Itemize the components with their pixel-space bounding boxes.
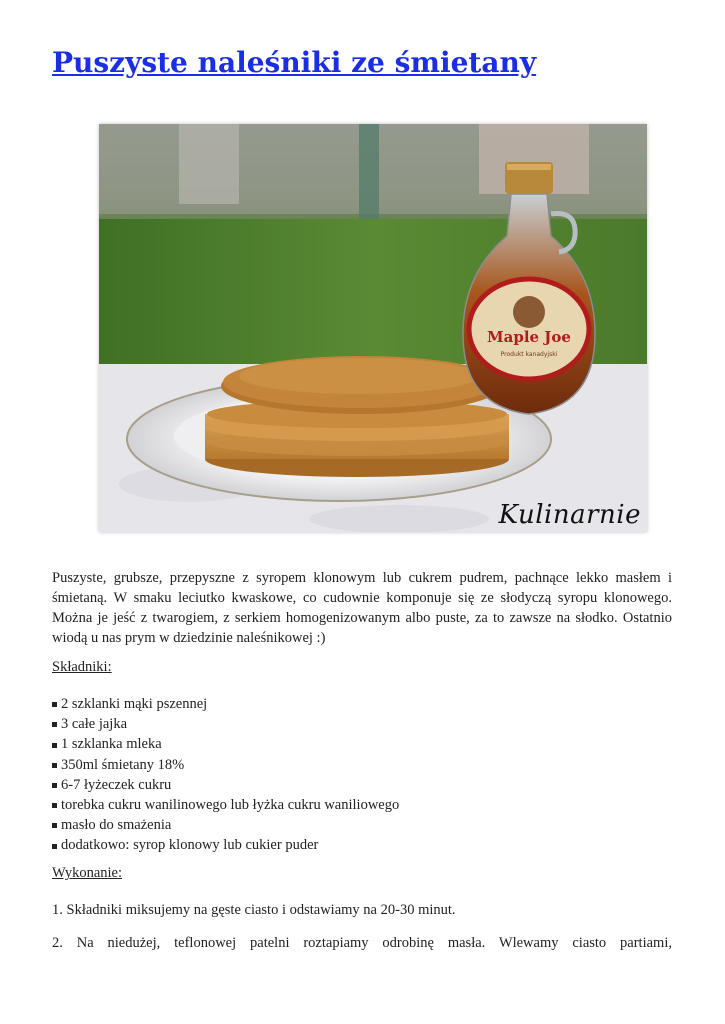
- list-item: 2 szklanki mąki pszennej: [52, 694, 399, 714]
- bullet-icon: [52, 702, 57, 707]
- bullet-icon: [52, 763, 57, 768]
- list-item: masło do smażenia: [52, 815, 399, 835]
- list-item: torebka cukru wanilinowego lub łyżka cukru waniliowego: [52, 795, 399, 815]
- bullet-icon: [52, 823, 57, 828]
- bullet-icon: [52, 743, 57, 748]
- steps-heading: Wykonanie:: [52, 865, 122, 881]
- list-item: 1 szklanka mleka: [52, 734, 399, 754]
- intro-paragraph: Puszyste, grubsze, przepyszne z syropem klonowym lub cukrem pudrem, pachnące lekko masłem i śmietaną. W smaku leciutko kwaskowe, co cudownie komponuje się ze słodyczą syropu klonowego. Można je jeść z twarogiem, z serkiem homogenizowanym albo puste, za to zawsze na słodko. Ostatnio wiodą u nas prym w dziedzinie naleśnikowej :): [52, 570, 672, 646]
- bullet-icon: [52, 803, 57, 808]
- list-item: dodatkowo: syrop klonowy lub cukier puder: [52, 835, 399, 855]
- page-title[interactable]: Puszyste naleśniki ze śmietany: [52, 46, 537, 79]
- bottle-label-brand: Maple Joe: [487, 328, 571, 346]
- list-item: 6-7 łyżeczek cukru: [52, 775, 399, 795]
- ingredients-list: [52, 694, 399, 856]
- ingredients-heading: Składniki:: [52, 659, 112, 675]
- list-item: 3 całe jajka: [52, 714, 399, 734]
- pancakes-with-maple-syrup-image: [99, 124, 647, 532]
- bottle-label-sub: Produkt kanadyjski: [500, 351, 558, 358]
- bullet-icon: [52, 783, 57, 788]
- recipe-photo: [99, 124, 647, 532]
- photo-watermark: Kulinarnie: [498, 500, 641, 530]
- bullet-icon: [52, 844, 57, 849]
- step-1: 1. Składniki miksujemy na gęste ciasto i odstawiamy na 20-30 minut.: [52, 902, 456, 918]
- step-2: 2. Na niedużej, teflonowej patelni roztapiamy odrobinę masła. Wlewamy ciasto partiami,: [52, 935, 672, 951]
- list-item: 350ml śmietany 18%: [52, 755, 399, 775]
- bullet-icon: [52, 722, 57, 727]
